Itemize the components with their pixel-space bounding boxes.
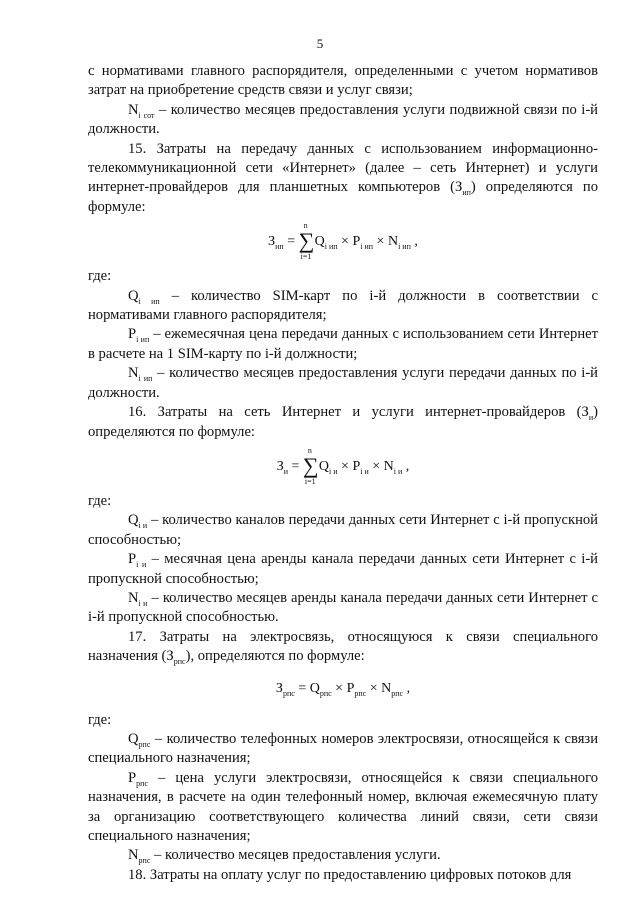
where-label: где: [88, 268, 112, 285]
where-label: где: [88, 711, 112, 728]
sum-symbol: n ∑ i=1 [298, 221, 315, 262]
document-body [88, 62, 598, 885]
paragraph-continuation: с нормативами главного распорядителя, определенными с учетом нормативов затрат на приобретение средств связи и услуг связи; [88, 63, 598, 99]
definition-p-ip: $P_{i ип}$ – ежемесячная цена передачи данных с использованием сети Интернет в расчете на 1 SIM-карту по i-й должности; [88, 326, 598, 362]
definition-p-i: $P_{i и}$ – месячная цена аренды канала передачи данных сети Интернет с i-й пропускной способностью; [88, 551, 598, 587]
definition-q-ip: $Q_{i ип}$ – количество SIM-карт по i-й должности в соответствии с нормативами главного распорядителя; [88, 287, 598, 324]
sum-symbol: n ∑ i=1 [302, 445, 319, 486]
definition-q-rps: $Q_{рпс}$ – количество телефонных номеров электросвязи, относящейся к связи специального назначения; [88, 730, 598, 767]
where-label: где: [88, 492, 112, 509]
paragraph-18: 18. Затраты на оплату услуг по предоставлению цифровых потоков для [128, 866, 572, 883]
definition-n-sot: $N_{i сот}$ – количество месяцев предоставления услуги подвижной связи по i-й должности. [88, 101, 598, 138]
definition-n-ip: $N_{i ип}$ – количество месяцев предоставления услуги передачи данных по i-й должности. [88, 365, 598, 401]
formula-internet-tablets: $З_{ип}$ = n ∑ i=1 $Q_{i ип} \times P_{i ип} \times N_{i ип}$ , [268, 221, 418, 262]
definition-p-rps: $P_{рпс}$ – цена услуги электросвязи, относящейся к связи специального назначения, в расчете на один телефонный номер, включая ежемесячную плату за организацию соответствующего количества линий связи, сети связи специального назначения; [88, 769, 598, 844]
formula-special-telecom: $З_{рпс} = Q_{рпс} \times P_{рпс} \times N_{рпс}$ , [275, 680, 411, 698]
paragraph-17: 17. Затраты на электросвязь, относящуюся к связи специального назначения $(З_{рпс})$, определяются по формуле: [88, 628, 598, 667]
definition-q-i: $Q_{i и}$ – количество каналов передачи данных сети Интернет с i-й пропускной способностью; [88, 512, 598, 548]
definition-n-i: $N_{i и}$ – количество месяцев аренды канала передачи данных сети Интернет с i-й пропускной способностью. [88, 589, 598, 626]
paragraph-16: 16. Затраты на сеть Интернет и услуги интернет-провайдеров $(З_и)$ определяются по формуле: [88, 404, 598, 440]
formula-internet: $З_и$ = n ∑ i=1 $Q_{i и} \times P_{i и} \times N_{i и}$ , [276, 445, 410, 486]
page-number: 5 [316, 36, 324, 51]
paragraph-15: 15. Затраты на передачу данных с использованием информационно-телекоммуникационной сети «Интернет» (далее – сеть Интернет) и услуги интернет-провайдеров для планшетных компьютеров $(З_{ип})$ определяются по формуле: [88, 140, 598, 215]
definition-n-rps: $N_{рпс}$ – количество месяцев предоставления услуги. [128, 847, 441, 866]
